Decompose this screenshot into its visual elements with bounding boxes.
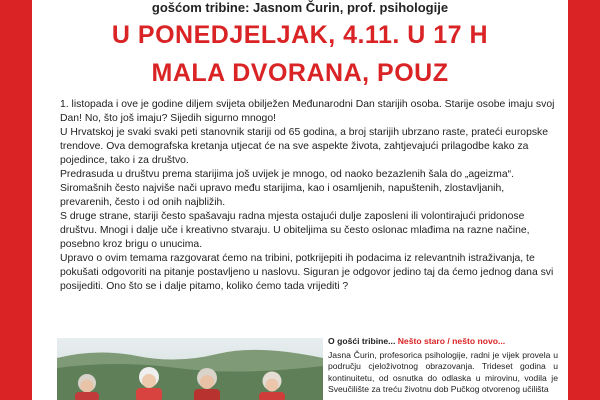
event-date-headline: U PONEDJELJAK, 4.11. U 17 H <box>111 21 489 49</box>
article-body <box>60 98 558 294</box>
right-red-border <box>568 0 600 400</box>
bio-link[interactable]: Nešto staro / nešto novo... <box>397 336 506 346</box>
left-red-border <box>0 0 32 400</box>
bio-text: Jasna Čurin, profesorica psihologije, radni je vijek provela u području cjeloživotnog obrazovanja. Trideset godina u kontinuitetu, od osnutka do odlaska u mirovinu, vodila je Sveučilište za treću životnu dob Pučkog otvorenog učilišta <box>328 349 558 395</box>
paragraph: Predrasuda u društvu prema starijima još uvijek je mnogo, od naoko bezazlenih šala do „ageizma“. <box>60 169 514 180</box>
paragraph: 1. listopada i ove je godine diljem svijeta obilježen Međunarodni Dan starijih osoba. Starije osobe imaju svoj Dan! No, što još imaju? Sijedih sigurno mnogo! <box>60 99 555 124</box>
bio-heading-line <box>328 336 558 348</box>
paragraph: S druge strane, stariji često spašavaju radna mjesta ostajući dulje zaposleni ili volontirajući pridonose društvu. Mnogi i dalje uče i kreativno stvaraju. U obiteljima su često oslonac mlađima na razne načine, posebno kroz brigu o unucima. <box>60 211 530 250</box>
guest-line: gošćom tribine: Jasnom Čurin, prof. psihologije <box>151 0 449 15</box>
paragraph: Upravo o ovim temama razgovarat ćemo na tribini, potkrijepiti ih podacima iz relevantnih istraživanja, te pokušati odgovoriti na pitanje postavljeno u naslovu. Siguran je odgovor jedino taj da ćemo jednog dana svi posijediti. Ono što se i dalje pitamo, koliko ćemo tada vrijediti ? <box>60 253 554 292</box>
paragraph: Siromašnih često najviše nači upravo među starijima, kao i osamljenih, napuštenih, zlostavljanih, prevarenih, često i od onih najbližih. <box>60 183 505 208</box>
poster <box>32 0 568 400</box>
guest-bio <box>328 336 558 396</box>
bio-heading: O gošći tribine... <box>328 336 396 346</box>
photo-older-women <box>57 338 323 400</box>
paragraph: U Hrvatskoj je svaki svaki peti stanovnik stariji od 65 godina, a broj starijih ubrzano raste, prateći europske trendove. Ova demografska kretanja utjecat će na sve aspekte života, zahtjevajući prilagodbe kako za pojedince, tako i za društvo. <box>60 127 549 166</box>
event-venue-headline: MALA DVORANA, POUZ <box>151 59 449 87</box>
